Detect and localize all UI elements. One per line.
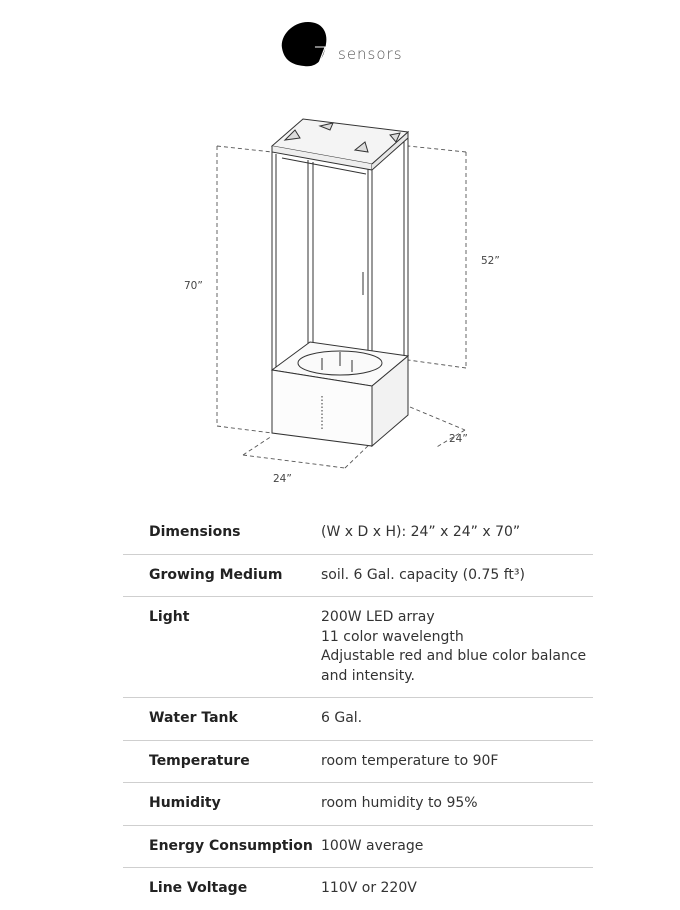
spec-value: [321, 752, 593, 772]
spec-value: [321, 709, 593, 729]
spec-value-line: soil. 6 Gal. capacity (0.75 ft³): [321, 566, 525, 583]
spec-value: [321, 837, 593, 857]
spec-row: [123, 512, 593, 555]
spec-value: [321, 608, 593, 686]
spec-table: [123, 512, 593, 910]
dim-width: 24”: [273, 473, 292, 485]
dim-height-total: 70”: [184, 280, 203, 292]
spec-value: [321, 523, 593, 543]
spec-value-line: room humidity to 95%: [321, 795, 478, 811]
spec-value-line: 100W average: [321, 837, 424, 854]
sensors-badge: [0, 15, 680, 75]
dim-height-chamber: 52”: [481, 255, 500, 267]
spec-label: Dimensions: [149, 524, 241, 540]
spec-row: [123, 597, 593, 698]
spec-row: [123, 698, 593, 741]
spec-row: [123, 741, 593, 784]
spec-label: Humidity: [149, 795, 221, 811]
spec-row: [123, 826, 593, 869]
spec-row: [123, 555, 593, 598]
spec-value: [321, 566, 593, 586]
spec-row: [123, 783, 593, 826]
spec-row: [123, 868, 593, 910]
spec-label: Energy Consumption: [149, 837, 313, 854]
spec-value: [321, 879, 593, 899]
spec-value-line: room temperature to 90F: [321, 752, 499, 769]
spec-value: [321, 794, 593, 814]
spec-value-line: 110V or 220V: [321, 880, 417, 896]
spec-label: Water Tank: [149, 710, 238, 726]
spec-value-line: 11 color wavelength: [321, 628, 464, 645]
spec-label: Line Voltage: [149, 880, 248, 896]
spec-value-line: Adjustable red and blue color balance: [321, 648, 587, 664]
spec-value-line: 6 Gal.: [321, 710, 363, 726]
grow-cabinet-drawing: [0, 90, 680, 500]
sensor-label: sensors: [338, 45, 403, 63]
product-diagram: [0, 90, 680, 500]
spec-label: Growing Medium: [149, 566, 283, 583]
spec-label: Temperature: [149, 752, 250, 769]
sensor-count: 7: [313, 42, 329, 70]
spec-label: Light: [149, 609, 190, 625]
dim-depth: 24”: [449, 433, 468, 445]
spec-value-line: and intensity.: [321, 667, 415, 684]
spec-value-line: (W x D x H): 24” x 24” x 70”: [321, 524, 521, 540]
spec-value-line: 200W LED array: [321, 609, 435, 625]
